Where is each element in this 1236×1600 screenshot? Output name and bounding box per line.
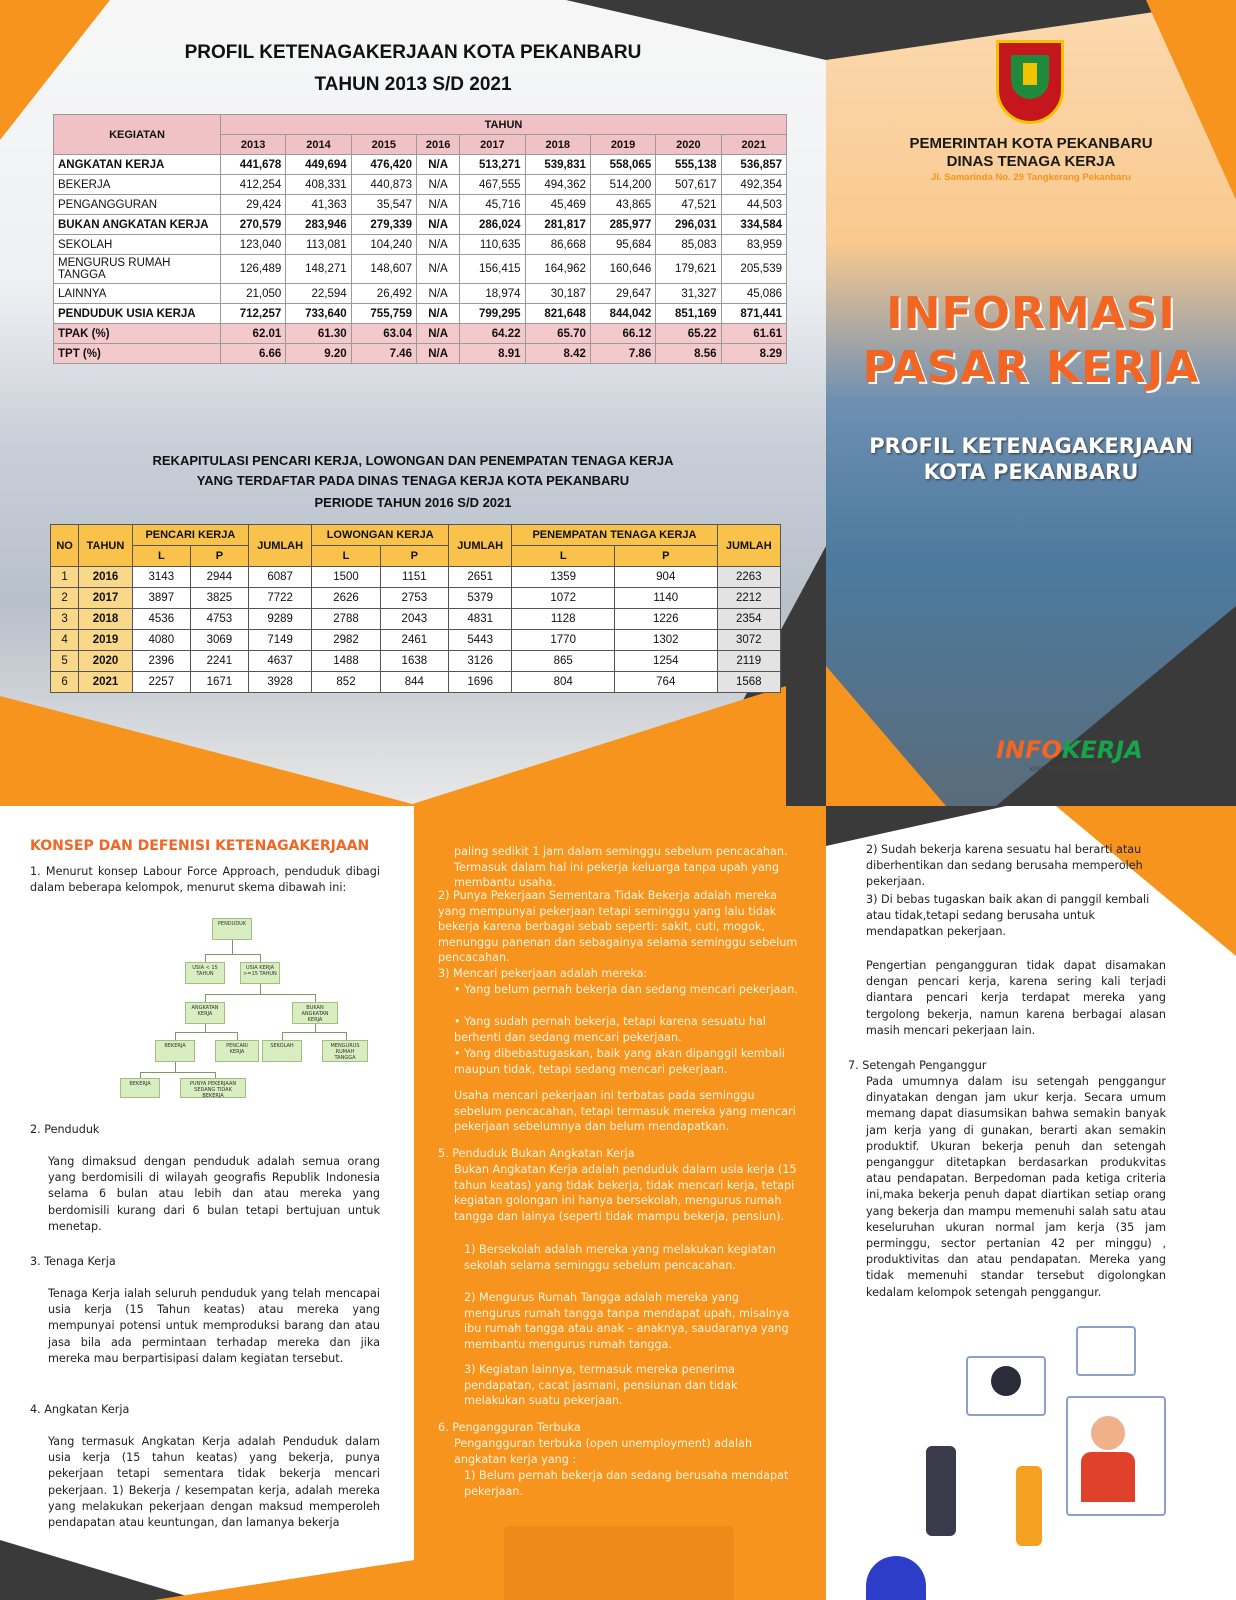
mid-g: 6. Pengangguran Terbuka: [438, 1421, 581, 1434]
mid-f3: 3) Kegiatan lainnya, termasuk mereka penerima pendapatan, cacat jasmani, pensiunan dan tidak melakukan suatu pekerjaan.: [464, 1363, 738, 1408]
cell-value: 799,295: [460, 304, 525, 324]
col-tahun: TAHUN: [221, 115, 787, 135]
cell-value: 2021: [79, 672, 133, 693]
mid-c3: • Yang dibebastugaskan, baik yang akan dipanggil kembali maupun tidak, tetapi sedang mencari pekerjaan.: [454, 1047, 785, 1076]
text-angkatan-kerja: Yang termasuk Angkatan Kerja adalah Penduduk dalam usia kerja (15 tahun keatas) yang bekerja, punya pekerjaan tetapi sementara tidak bekerja mencari pekerjaan. 1) Bekerja / kesempatan kerja, adalah mereka yang melakukan pekerjaan dengan maksud memperoleh pendapatan atau keuntungan, dan lamanya bekerja: [48, 1435, 380, 1530]
konsep-title: KONSEP DAN DEFENISI KETENAGAKERJAAN: [30, 838, 370, 854]
table-row: [54, 255, 787, 284]
cell-value: 1254: [614, 651, 717, 672]
cell-value: 4637: [248, 651, 311, 672]
profile-subtitle: TAHUN 2013 S/D 2021: [314, 74, 512, 95]
cell-value: 755,759: [351, 304, 416, 324]
cell-value: 2018: [79, 609, 133, 630]
mid-f1: 1) Bersekolah adalah mereka yang melakukan kegiatan sekolah selama seminggu sebelum pencacahan.: [464, 1243, 776, 1272]
cell-value: 7149: [248, 630, 311, 651]
table-row: [51, 630, 781, 651]
cell-value: N/A: [416, 255, 459, 284]
cell-value: N/A: [416, 195, 459, 215]
col-tahun: TAHUN: [79, 525, 133, 567]
cell-value: 2241: [190, 651, 248, 672]
table-row: [54, 284, 787, 304]
cell-value: N/A: [416, 215, 459, 235]
cell-value: 61.30: [286, 324, 351, 344]
profile-title: PROFIL KETENAGAKERJAAN KOTA PEKANBARU: [184, 42, 642, 63]
col-p: P: [380, 546, 448, 567]
org-bukan-angkatan: BUKAN ANGKATAN KERJA: [292, 1002, 338, 1024]
cell-value: 30,187: [525, 284, 590, 304]
year-header: 2016: [416, 135, 459, 155]
cell-value: 61.61: [721, 324, 786, 344]
table-row: [54, 215, 787, 235]
cell-value: 1302: [614, 630, 717, 651]
mid-f: Bukan Angkatan Kerja adalah penduduk dalam usia kerja (15 tahun keatas) yang tidak bekerja, tidak mencari kerja, tetapi kegiatan golongan ini hanya bersekolah, mengurus rumah tangga dan lainya (seperti tidak mampu bekerja, pensiun).: [454, 1163, 797, 1223]
org-bekerja: BEKERJA: [155, 1040, 195, 1062]
cell-value: 851,169: [656, 304, 721, 324]
cell-value: 555,138: [656, 155, 721, 175]
table-row: [54, 155, 787, 175]
cell-value: 1568: [717, 672, 780, 693]
cell-value: 62.01: [221, 324, 286, 344]
mid-c2: • Yang sudah pernah bekerja, tetapi karena sesuatu hal berhenti dan sedang mencari pekerjaan.: [454, 1015, 766, 1044]
cell-value: 2788: [312, 609, 380, 630]
cell-value: 821,648: [525, 304, 590, 324]
right-panel: [826, 806, 1236, 1600]
cell-value: 2019: [79, 630, 133, 651]
cell-value: 283,946: [286, 215, 351, 235]
col-l: L: [512, 546, 615, 567]
dark-corner-decoration: [826, 806, 1006, 846]
cell-value: 1638: [380, 651, 448, 672]
cell-value: 467,555: [460, 175, 525, 195]
text-tenaga-kerja: Tenaga Kerja ialah seluruh penduduk yang telah mencapai usia kerja (15 Tahun keatas) atau mereka yang mempunyai potensi untuk memproduksi barang dan atau jasa bila ada permintaan terhadap mereka dan jika mereka mau berpartisipasi dalam kegiatan tersebut.: [48, 1287, 380, 1365]
right-d: 7. Setengah Penganggur: [848, 1059, 987, 1072]
cell-value: 41,363: [286, 195, 351, 215]
cell-value: 1072: [512, 588, 615, 609]
cell-value: 2119: [717, 651, 780, 672]
rekap-title-3: PERIODE TAHUN 2016 S/D 2021: [314, 495, 512, 510]
cell-value: 1: [51, 567, 79, 588]
cell-value: 514,200: [590, 175, 655, 195]
row-label: BUKAN ANGKATAN KERJA: [54, 215, 221, 235]
col-penempatan: PENEMPATAN TENAGA KERJA: [512, 525, 717, 546]
cell-value: 45,086: [721, 284, 786, 304]
cell-value: 507,617: [656, 175, 721, 195]
cell-value: 45,469: [525, 195, 590, 215]
cell-value: 4536: [132, 609, 190, 630]
cell-value: 148,607: [351, 255, 416, 284]
cell-value: 3: [51, 609, 79, 630]
profile-panel: [0, 0, 826, 806]
address: Jl. Samarinda No. 29 Tangkerang Pekanbaru: [931, 172, 1131, 183]
mid-c1: • Yang belum pernah bekerja dan sedang mencari pekerjaan.: [454, 983, 798, 996]
dept-name: DINAS TENAGA KERJA: [946, 153, 1116, 170]
cell-value: 6: [51, 672, 79, 693]
cell-value: 2944: [190, 567, 248, 588]
cell-value: 9.20: [286, 344, 351, 364]
cell-value: 8.29: [721, 344, 786, 364]
cell-value: 285,977: [590, 215, 655, 235]
table-row: [54, 344, 787, 364]
year-header: 2021: [721, 135, 786, 155]
cover-panel: [826, 0, 1236, 806]
cell-value: 95,684: [590, 235, 655, 255]
cell-value: 2017: [79, 588, 133, 609]
cell-value: 22,594: [286, 284, 351, 304]
cell-value: 1696: [449, 672, 512, 693]
orange-bottom-decoration: [0, 696, 420, 806]
cell-value: 113,081: [286, 235, 351, 255]
cell-value: 110,635: [460, 235, 525, 255]
table-row: [54, 195, 787, 215]
col-no: NO: [51, 525, 79, 567]
table-row: [51, 567, 781, 588]
col-jumlah-3: JUMLAH: [717, 525, 780, 567]
cell-value: 4831: [449, 609, 512, 630]
row-label: PENGANGGURAN: [54, 195, 221, 215]
logo-kerja: KERJA: [1061, 736, 1143, 764]
table-row: [54, 324, 787, 344]
rekap-title-2: YANG TERDAFTAR PADA DINAS TENAGA KERJA KOTA PEKANBARU: [196, 473, 630, 488]
right-e: Pada umumnya dalam isu setengah penggangur dinyatakan dengan jam ukur kerja. Secara umum memang dapat diasumsikan bahwa semakin banyak jam kerja yang di gunakan, berarti akan semakin produktif. Ukuran bekerja penuh dan setengah penganggur ditetapkan berdasarkan produkvitas atau pendapatan. Berpedoman pada ketiga criteria ini,maka bekerja penuh dapat diartikan setiap orang yang bekerja dan mampu memenuhi salah satu atau keseluruhan ukuran normal jam kerja (35 jam perminggu, sector pertanian 42 per minggu) , produktivitas dan atau pendapatan. Mereka yang tidak memenuhi standar tersebut digolongkan kedalam kelompok setengah penggangur.: [866, 1075, 1166, 1299]
org-angkatan: ANGKATAN KERJA: [185, 1002, 225, 1024]
table-row: [54, 235, 787, 255]
org-penduduk: PENDUDUK: [212, 918, 252, 940]
cell-value: 712,257: [221, 304, 286, 324]
desk-illustration: [504, 1526, 734, 1600]
table-row: [51, 672, 781, 693]
row-label: TPT (%): [54, 344, 221, 364]
cell-value: 2: [51, 588, 79, 609]
table-row: [54, 175, 787, 195]
table-row: [51, 651, 781, 672]
cell-value: 8.91: [460, 344, 525, 364]
cell-value: 104,240: [351, 235, 416, 255]
info-title-1: INFORMASI: [886, 288, 1176, 339]
cell-value: 148,271: [286, 255, 351, 284]
cell-value: 8.56: [656, 344, 721, 364]
cell-value: 440,873: [351, 175, 416, 195]
cell-value: 18,974: [460, 284, 525, 304]
cell-value: 65.22: [656, 324, 721, 344]
cell-value: 47,521: [656, 195, 721, 215]
mid-f2: 2) Mengurus Rumah Tangga adalah mereka yang mengurus rumah tangga tanpa mendapat upah, misalnya ibu rumah tangga atau anak – anaknya, saudaranya yang membantu mengurus rumah tangga.: [464, 1291, 790, 1351]
cell-value: 1671: [190, 672, 248, 693]
cell-value: 3928: [248, 672, 311, 693]
heading-angkatan-kerja: 4. Angkatan Kerja: [30, 1403, 130, 1416]
dark-right-bottom: [996, 606, 1236, 806]
mid-d: Usaha mencari pekerjaan ini terbatas pada seminggu sebelum pencacahan, tetapi termasuk mereka yang mencari pekerjaan sebelumnya dan belum mendapatkan.: [454, 1089, 796, 1134]
cell-value: 852: [312, 672, 380, 693]
cell-value: 1140: [614, 588, 717, 609]
cell-value: 7.46: [351, 344, 416, 364]
org-usia-ge: USIA KERJA >=15 TAHUN: [240, 962, 280, 984]
table-row: [51, 609, 781, 630]
org-bekerja-2: BEKERJA: [120, 1078, 160, 1098]
cell-value: 3897: [132, 588, 190, 609]
cell-value: 2257: [132, 672, 190, 693]
cell-value: 281,817: [525, 215, 590, 235]
cover-subtitle-2: KOTA PEKANBARU: [923, 460, 1139, 484]
cell-value: 441,678: [221, 155, 286, 175]
cell-value: 3069: [190, 630, 248, 651]
cell-value: 3825: [190, 588, 248, 609]
cell-value: 86,668: [525, 235, 590, 255]
cell-value: 4753: [190, 609, 248, 630]
rekap-title-1: REKAPITULASI PENCARI KERJA, LOWONGAN DAN PENEMPATAN TENAGA KERJA: [152, 453, 674, 468]
cell-value: 64.22: [460, 324, 525, 344]
cell-value: 1488: [312, 651, 380, 672]
infokerja-logo: [996, 736, 1143, 764]
orange-right-decoration: [1146, 0, 1236, 200]
cell-value: N/A: [416, 344, 459, 364]
cell-value: 1770: [512, 630, 615, 651]
year-header: 2020: [656, 135, 721, 155]
cell-value: N/A: [416, 324, 459, 344]
cell-value: 5379: [449, 588, 512, 609]
col-jumlah-1: JUMLAH: [248, 525, 311, 567]
info-title-2: PASAR KERJA: [862, 342, 1200, 393]
cell-value: 1151: [380, 567, 448, 588]
cell-value: 1500: [312, 567, 380, 588]
cell-value: 2396: [132, 651, 190, 672]
cell-value: 126,489: [221, 255, 286, 284]
cell-value: 2626: [312, 588, 380, 609]
konsep-p1: 1. Menurut konsep Labour Force Approach, penduduk dibagi dalam beberapa kelompok, menurut skema dibawah ini:: [30, 865, 380, 895]
cell-value: 3072: [717, 630, 780, 651]
org-chart: [110, 912, 370, 1100]
cell-value: N/A: [416, 155, 459, 175]
cell-value: 334,584: [721, 215, 786, 235]
mid-e: 5. Penduduk Bukan Angkatan Kerja: [438, 1147, 635, 1160]
cell-value: 844: [380, 672, 448, 693]
cell-value: 1128: [512, 609, 615, 630]
right-c: Pengertian pengangguran tidak dapat disamakan dengan pencari kerja, karena sering kali terjadi diantara pencari kerja terdapat mereka yang tergolong bekerja, namun karena berbagai alasan masih mencari pekerjaan lain.: [866, 959, 1166, 1037]
cell-value: 29,647: [590, 284, 655, 304]
cell-value: 35,547: [351, 195, 416, 215]
cell-value: 3126: [449, 651, 512, 672]
gov-name: PEMERINTAH KOTA PEKANBARU: [909, 135, 1153, 152]
cell-value: 2753: [380, 588, 448, 609]
logo-tagline: KINCI SUKSES MERAIH KERJA: [1030, 766, 1117, 773]
cell-value: 558,065: [590, 155, 655, 175]
cell-value: 286,024: [460, 215, 525, 235]
cell-value: 2043: [380, 609, 448, 630]
middle-panel: [414, 806, 826, 1600]
cell-value: 408,331: [286, 175, 351, 195]
cell-value: 6.66: [221, 344, 286, 364]
cell-value: 3143: [132, 567, 190, 588]
cell-value: 871,441: [721, 304, 786, 324]
heading-tenaga-kerja: 3. Tenaga Kerja: [30, 1255, 116, 1268]
cell-value: 2212: [717, 588, 780, 609]
year-header: 2018: [525, 135, 590, 155]
col-jumlah-2: JUMLAH: [449, 525, 512, 567]
mid-b: 2) Punya Pekerjaan Sementara Tidak Bekerja adalah mereka yang mempunyai pekerjaan tetapi seminggu yang lalu tidak bekerja karena berbagai sebab seperti: sakit, cuti, mogok, menunggu panenan dan sebagainya selama seminggu sebelum pencacahan.: [438, 889, 798, 965]
heading-penduduk: 2. Penduduk: [30, 1123, 100, 1136]
cell-value: 83,959: [721, 235, 786, 255]
mid-c: 3) Mencari pekerjaan adalah mereka:: [438, 967, 648, 980]
cell-value: 156,415: [460, 255, 525, 284]
col-pencari: PENCARI KERJA: [132, 525, 248, 546]
mid-a: paling sedikit 1 jam dalam seminggu sebelum pencacahan. Termasuk dalam hal ini pekerja keluarga tanpa upah yang membantu usaha.: [454, 845, 788, 890]
cell-value: 476,420: [351, 155, 416, 175]
cell-value: 63.04: [351, 324, 416, 344]
row-label: SEKOLAH: [54, 235, 221, 255]
cell-value: 9289: [248, 609, 311, 630]
table-row: [54, 304, 787, 324]
row-label: TPAK (%): [54, 324, 221, 344]
cell-value: 65.70: [525, 324, 590, 344]
cell-value: 205,539: [721, 255, 786, 284]
mid-h: Pengangguran terbuka (open unemployment) adalah angkatan kerja yang :: [454, 1437, 753, 1466]
cell-value: 44,503: [721, 195, 786, 215]
cell-value: N/A: [416, 304, 459, 324]
recruitment-illustration: [866, 1316, 1216, 1600]
mid-h1: 1) Belum pernah bekerja dan sedang berusaha mendapat pekerjaan.: [464, 1469, 789, 1498]
cell-value: 2016: [79, 567, 133, 588]
cell-value: 412,254: [221, 175, 286, 195]
year-header: 2013: [221, 135, 286, 155]
cell-value: 296,031: [656, 215, 721, 235]
year-header: 2017: [460, 135, 525, 155]
text-penduduk: Yang dimaksud dengan penduduk adalah semua orang yang berdomisili di wilayah geografis Republik Indonesia selama 6 bulan atau lebih dan atau mereka yang berdomisili kurang dari 6 bulan tetapi bertujuan untuk menetap.: [48, 1155, 380, 1233]
table-row: [51, 588, 781, 609]
cell-value: 21,050: [221, 284, 286, 304]
row-label: MENGURUS RUMAH TANGGA: [54, 255, 221, 284]
col-l: L: [312, 546, 380, 567]
cell-value: 733,640: [286, 304, 351, 324]
cell-value: 904: [614, 567, 717, 588]
cell-value: N/A: [416, 284, 459, 304]
cell-value: 8.42: [525, 344, 590, 364]
org-usia-lt: USIA < 15 TAHUN: [185, 962, 225, 984]
cell-value: 492,354: [721, 175, 786, 195]
cell-value: 4: [51, 630, 79, 651]
cell-value: 539,831: [525, 155, 590, 175]
cell-value: 494,362: [525, 175, 590, 195]
cell-value: 29,424: [221, 195, 286, 215]
col-kegiatan: KEGIATAN: [54, 115, 221, 155]
cell-value: 66.12: [590, 324, 655, 344]
org-pencari: PENCARI KERJA: [215, 1040, 259, 1062]
cell-value: 160,646: [590, 255, 655, 284]
cell-value: 2354: [717, 609, 780, 630]
col-l: L: [132, 546, 190, 567]
profile-table: [53, 114, 787, 364]
cell-value: 2020: [79, 651, 133, 672]
cell-value: 536,857: [721, 155, 786, 175]
cell-value: 179,621: [656, 255, 721, 284]
cell-value: 6087: [248, 567, 311, 588]
row-label: BEKERJA: [54, 175, 221, 195]
cell-value: 449,694: [286, 155, 351, 175]
row-label: ANGKATAN KERJA: [54, 155, 221, 175]
logo-info: INFO: [996, 736, 1062, 764]
cell-value: 31,327: [656, 284, 721, 304]
right-a: 2) Sudah bekerja karena sesuatu hal berarti atau diberhentikan dan sedang berusaha memperoleh pekerjaan.: [866, 843, 1143, 889]
cell-value: 2263: [717, 567, 780, 588]
org-sekolah: SEKOLAH: [262, 1040, 302, 1062]
cell-value: 804: [512, 672, 615, 693]
row-label: LAINNYA: [54, 284, 221, 304]
cell-value: N/A: [416, 235, 459, 255]
year-header: 2014: [286, 135, 351, 155]
cell-value: 123,040: [221, 235, 286, 255]
cell-value: 2461: [380, 630, 448, 651]
orange-left-bottom: [826, 666, 946, 806]
cell-value: 764: [614, 672, 717, 693]
cell-value: 2651: [449, 567, 512, 588]
cell-value: 7.86: [590, 344, 655, 364]
cell-value: 4080: [132, 630, 190, 651]
cell-value: 844,042: [590, 304, 655, 324]
orange-bottom-right-decoration: [406, 686, 786, 806]
col-lowongan: LOWONGAN KERJA: [312, 525, 449, 546]
cover-subtitle-1: PROFIL KETENAGAKERJAAN: [869, 434, 1193, 458]
cell-value: 85,083: [656, 235, 721, 255]
org-punya-pekerjaan: PUNYA PEKERJAAN SEDANG TIDAK BEKERJA: [180, 1078, 246, 1098]
year-header: 2015: [351, 135, 416, 155]
cell-value: 7722: [248, 588, 311, 609]
org-rumah-tangga: MENGURUS RUMAH TANGGA: [322, 1040, 368, 1062]
rekap-table: [50, 524, 781, 693]
col-p: P: [190, 546, 248, 567]
cell-value: 26,492: [351, 284, 416, 304]
cell-value: 513,271: [460, 155, 525, 175]
cell-value: 1359: [512, 567, 615, 588]
right-b: 3) Di bebas tugaskan baik akan di panggil kembali atau tidak,tetapi sedang berusaha untuk mendapatkan pekerjaan.: [866, 893, 1150, 939]
cell-value: N/A: [416, 175, 459, 195]
cell-value: 5443: [449, 630, 512, 651]
city-emblem-icon: [996, 40, 1064, 124]
cell-value: 865: [512, 651, 615, 672]
row-label: PENDUDUK USIA KERJA: [54, 304, 221, 324]
cell-value: 43,865: [590, 195, 655, 215]
year-header: 2019: [590, 135, 655, 155]
cell-value: 2982: [312, 630, 380, 651]
cell-value: 45,716: [460, 195, 525, 215]
cell-value: 1226: [614, 609, 717, 630]
cell-value: 164,962: [525, 255, 590, 284]
cell-value: 5: [51, 651, 79, 672]
orange-bottom-decoration: [154, 1560, 414, 1600]
cell-value: 270,579: [221, 215, 286, 235]
cell-value: 279,339: [351, 215, 416, 235]
col-p: P: [614, 546, 717, 567]
konsep-panel: [0, 806, 414, 1600]
